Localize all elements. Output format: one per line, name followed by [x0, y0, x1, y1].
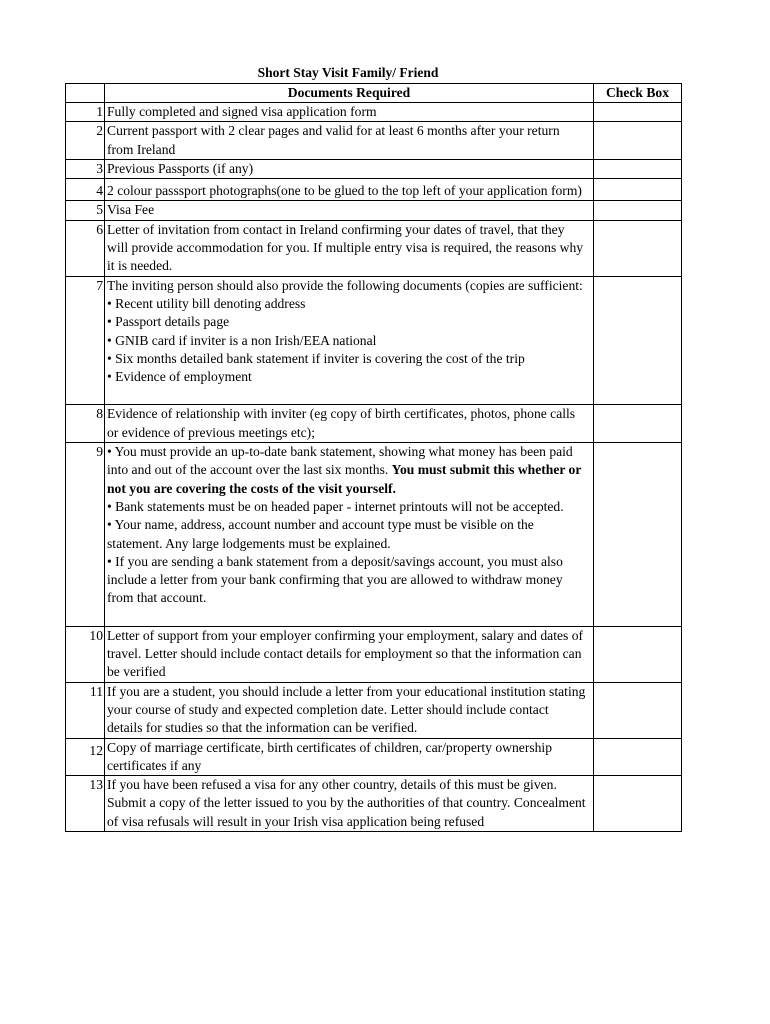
row-bullet: • Passport details page: [107, 314, 230, 330]
row-text: Evidence of relationship with inviter (eg copy of birth certificates, photos, phone calls or evidence of previous meetings etc);: [107, 406, 576, 440]
check-box-cell[interactable]: [594, 405, 682, 443]
table-row: [66, 776, 682, 832]
check-box-cell[interactable]: [594, 201, 682, 220]
table-row: [66, 220, 682, 276]
row-text: 2 colour passsport photographs(one to be glued to the top left of your application form): [107, 183, 582, 199]
header-row: [66, 84, 682, 103]
row-bullet: • GNIB card if inviter is a non Irish/EEA national: [107, 332, 377, 348]
table-row: [66, 103, 682, 122]
check-box-cell[interactable]: [594, 276, 682, 405]
row-text: Letter of invitation from contact in Ireland confirming your dates of travel, that they will provide accommodation for you. If multiple entry visa is required, the reasons why it is needed.: [107, 221, 584, 274]
row-number: 2: [66, 122, 105, 160]
check-box-cell[interactable]: [594, 682, 682, 738]
check-box-cell[interactable]: [594, 738, 682, 776]
row-number: 8: [66, 405, 105, 443]
table-row: [66, 159, 682, 178]
table-row: [66, 122, 682, 160]
row-description: [105, 201, 594, 220]
check-box-cell[interactable]: [594, 103, 682, 122]
row-bullet: • Six months detailed bank statement if inviter is covering the cost of the trip: [107, 350, 525, 366]
row-text: [107, 443, 587, 498]
table-row: [66, 179, 682, 201]
header-documents: Documents Required: [105, 84, 594, 103]
page-title: Short Stay Visit Family/ Friend: [257, 65, 439, 80]
row-description: [105, 443, 594, 627]
row-bullet: • Evidence of employment: [107, 369, 252, 385]
check-box-cell[interactable]: [594, 443, 682, 627]
check-box-cell[interactable]: [594, 626, 682, 682]
table-row: [66, 201, 682, 220]
row-description: [105, 405, 594, 443]
row-text: Previous Passports (if any): [107, 160, 254, 176]
table-row: [66, 682, 682, 738]
table-row: [66, 443, 682, 627]
check-box-cell[interactable]: [594, 220, 682, 276]
row-text: Current passport with 2 clear pages and valid for at least 6 months after your return from Ireland: [107, 123, 560, 157]
row-bullet: • If you are sending a bank statement from a deposit/savings account, you must also include a letter from your bank confirming that you are allowed to withdraw money from that account.: [107, 553, 563, 606]
table-row: [66, 738, 682, 776]
check-box-cell[interactable]: [594, 776, 682, 832]
row-number: 10: [66, 626, 105, 682]
row-description: [105, 122, 594, 160]
row-number: 4: [66, 179, 105, 201]
header-blank: [66, 84, 105, 103]
row-bullet: • Bank statements must be on headed paper - internet printouts will not be accepted.: [107, 498, 564, 514]
bank-statement-emphasis: You must submit this whether or not you are covering the costs of the visit yourself.: [107, 462, 582, 496]
row-description: [105, 626, 594, 682]
row-text: Letter of support from your employer confirming your employment, salary and dates of travel. Letter should include contact details for employment so that the information can be verified: [107, 627, 584, 680]
row-number: 6: [66, 220, 105, 276]
row-description: [105, 220, 594, 276]
row-number: 7: [66, 276, 105, 405]
row-number: 11: [66, 682, 105, 738]
row-description: [105, 179, 594, 201]
check-box-cell[interactable]: [594, 159, 682, 178]
row-number: 12: [66, 738, 105, 776]
table-row: [66, 626, 682, 682]
check-box-cell[interactable]: [594, 179, 682, 201]
row-bullet: • Your name, address, account number and account type must be visible on the statement. Any large lodgements must be explained.: [107, 517, 534, 551]
row-description: [105, 276, 594, 405]
row-description: [105, 103, 594, 122]
row-number: 3: [66, 159, 105, 178]
row-description: [105, 776, 594, 832]
row-number: 1: [66, 103, 105, 122]
check-box-cell[interactable]: [594, 122, 682, 160]
bank-statement-text: • You must provide an up-to-date bank statement, showing what money has been paid into and out of the account over the last six months.: [107, 444, 573, 478]
row-text: The inviting person should also provide the following documents (copies are sufficient:: [107, 277, 583, 293]
header-check-box: Check Box: [594, 84, 682, 103]
row-bullet: • Recent utility bill denoting address: [107, 295, 306, 311]
row-description: [105, 738, 594, 776]
table-row: [66, 276, 682, 405]
documents-table: [65, 83, 682, 832]
table-row: [66, 405, 682, 443]
row-text: Fully completed and signed visa application form: [107, 104, 377, 119]
row-text: Copy of marriage certificate, birth certificates of children, car/property ownership certificates if any: [107, 739, 553, 773]
row-text: Visa Fee: [107, 202, 155, 218]
row-number: 9: [66, 443, 105, 627]
row-description: [105, 159, 594, 178]
row-description: [105, 682, 594, 738]
row-text: If you are a student, you should include a letter from your educational institution stating your course of study and expected completion date. Letter should include contact details for studies so that the information can be verified.: [107, 683, 586, 736]
row-number: 13: [66, 776, 105, 832]
row-number: 5: [66, 201, 105, 220]
row-text: If you have been refused a visa for any other country, details of this must be given. Submit a copy of the letter issued to you by the authorities of that country. Concealment of visa refusals will result in your Irish visa application being refused: [107, 777, 586, 829]
